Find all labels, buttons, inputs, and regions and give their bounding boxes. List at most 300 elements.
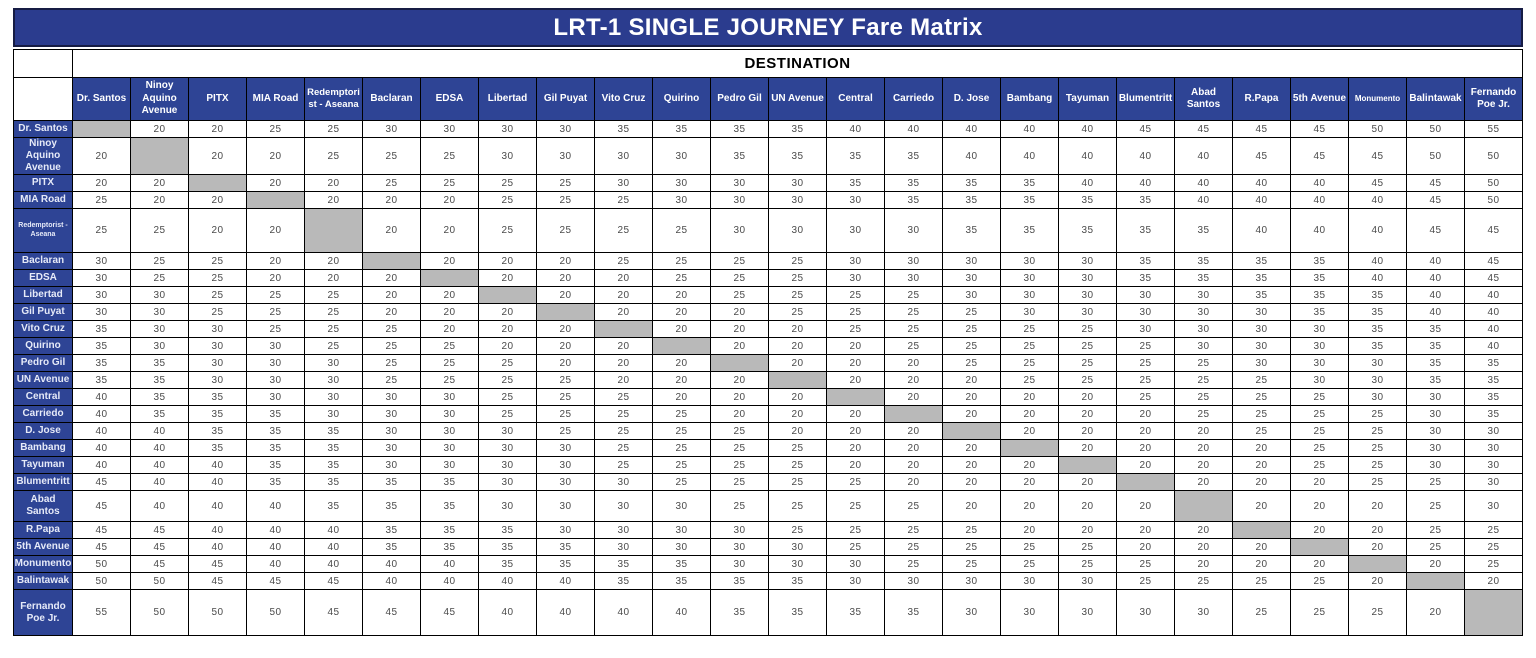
fare-cell: 30 xyxy=(1465,423,1523,440)
fare-cell: 25 xyxy=(131,209,189,253)
fare-cell: 25 xyxy=(363,338,421,355)
fare-cell: 20 xyxy=(189,121,247,138)
fare-cell: 30 xyxy=(421,457,479,474)
fare-cell: 20 xyxy=(1233,556,1291,573)
fare-cell: 20 xyxy=(1175,474,1233,491)
fare-cell: 35 xyxy=(305,440,363,457)
fare-row xyxy=(14,355,1523,372)
fare-cell: 20 xyxy=(1117,423,1175,440)
fare-cell: 20 xyxy=(305,253,363,270)
col-header: Central xyxy=(827,78,885,121)
fare-cell: 20 xyxy=(943,457,1001,474)
fare-cell: 30 xyxy=(769,175,827,192)
fare-cell: 20 xyxy=(885,457,943,474)
fare-cell: 30 xyxy=(1001,270,1059,287)
fare-cell: 30 xyxy=(305,372,363,389)
fare-row xyxy=(14,539,1523,556)
fare-cell: 20 xyxy=(1001,457,1059,474)
fare-cell: 20 xyxy=(421,304,479,321)
fare-cell: 40 xyxy=(189,539,247,556)
destination-row xyxy=(14,50,1523,78)
fare-cell: 45 xyxy=(1291,138,1349,175)
fare-cell: 40 xyxy=(1233,192,1291,209)
same-station-cell xyxy=(769,372,827,389)
fare-cell: 30 xyxy=(537,440,595,457)
row-header: Blumentritt xyxy=(14,474,73,491)
fare-cell: 30 xyxy=(73,253,131,270)
fare-cell: 35 xyxy=(73,338,131,355)
fare-cell: 40 xyxy=(1349,270,1407,287)
row-header: Vito Cruz xyxy=(14,321,73,338)
fare-cell: 30 xyxy=(1117,287,1175,304)
fare-cell: 25 xyxy=(1291,457,1349,474)
fare-cell: 45 xyxy=(1175,121,1233,138)
fare-cell: 35 xyxy=(73,372,131,389)
fare-cell: 20 xyxy=(1407,590,1465,636)
fare-cell: 35 xyxy=(1001,209,1059,253)
fare-cell: 20 xyxy=(1059,474,1117,491)
fare-cell: 20 xyxy=(595,270,653,287)
fare-cell: 30 xyxy=(769,209,827,253)
fare-cell: 20 xyxy=(827,457,885,474)
fare-cell: 35 xyxy=(1291,287,1349,304)
fare-cell: 30 xyxy=(421,121,479,138)
fare-cell: 30 xyxy=(247,338,305,355)
fare-cell: 30 xyxy=(827,270,885,287)
fare-cell: 20 xyxy=(421,321,479,338)
fare-cell: 35 xyxy=(1407,372,1465,389)
fare-cell: 30 xyxy=(363,389,421,406)
fare-cell: 20 xyxy=(1059,440,1117,457)
fare-cell: 30 xyxy=(1059,304,1117,321)
fare-row xyxy=(14,440,1523,457)
fare-cell: 30 xyxy=(73,304,131,321)
fare-cell: 25 xyxy=(1059,338,1117,355)
fare-cell: 25 xyxy=(363,175,421,192)
fare-cell: 20 xyxy=(769,389,827,406)
fare-cell: 25 xyxy=(363,372,421,389)
fare-cell: 25 xyxy=(305,138,363,175)
fare-cell: 20 xyxy=(769,338,827,355)
fare-cell: 30 xyxy=(885,270,943,287)
fare-cell: 20 xyxy=(1175,556,1233,573)
same-station-cell xyxy=(1291,539,1349,556)
fare-cell: 35 xyxy=(885,192,943,209)
fare-cell: 20 xyxy=(711,321,769,338)
fare-cell: 35 xyxy=(827,175,885,192)
fare-cell: 35 xyxy=(479,539,537,556)
fare-cell: 25 xyxy=(1349,590,1407,636)
fare-cell: 35 xyxy=(305,423,363,440)
fare-cell: 45 xyxy=(1407,192,1465,209)
fare-row xyxy=(14,287,1523,304)
fare-cell: 25 xyxy=(537,389,595,406)
fare-cell: 30 xyxy=(595,474,653,491)
fare-row xyxy=(14,321,1523,338)
fare-row xyxy=(14,491,1523,522)
fare-cell: 45 xyxy=(73,539,131,556)
fare-cell: 20 xyxy=(711,338,769,355)
fare-matrix-page xyxy=(13,8,1523,636)
fare-cell: 20 xyxy=(827,406,885,423)
fare-cell: 40 xyxy=(1465,287,1523,304)
fare-cell: 25 xyxy=(595,192,653,209)
fare-cell: 55 xyxy=(73,590,131,636)
fare-cell: 30 xyxy=(1059,573,1117,590)
row-header: PITX xyxy=(14,175,73,192)
row-header: Gil Puyat xyxy=(14,304,73,321)
fare-cell: 20 xyxy=(305,270,363,287)
fare-cell: 25 xyxy=(537,209,595,253)
fare-cell: 30 xyxy=(1117,590,1175,636)
fare-cell: 30 xyxy=(1407,457,1465,474)
fare-cell: 40 xyxy=(885,121,943,138)
fare-cell: 40 xyxy=(1407,287,1465,304)
fare-cell: 25 xyxy=(1175,372,1233,389)
fare-cell: 25 xyxy=(1349,457,1407,474)
fare-cell: 30 xyxy=(885,253,943,270)
fare-cell: 35 xyxy=(247,423,305,440)
fare-cell: 30 xyxy=(1349,389,1407,406)
fare-cell: 20 xyxy=(131,121,189,138)
fare-cell: 25 xyxy=(479,355,537,372)
same-station-cell xyxy=(1233,522,1291,539)
fare-cell: 35 xyxy=(1465,406,1523,423)
fare-cell: 35 xyxy=(537,556,595,573)
fare-cell: 30 xyxy=(885,573,943,590)
fare-cell: 25 xyxy=(653,474,711,491)
fare-cell: 35 xyxy=(73,321,131,338)
fare-cell: 50 xyxy=(73,556,131,573)
fare-cell: 25 xyxy=(1175,573,1233,590)
same-station-cell xyxy=(131,138,189,175)
fare-cell: 20 xyxy=(1117,522,1175,539)
fare-cell: 20 xyxy=(1291,491,1349,522)
fare-cell: 30 xyxy=(73,287,131,304)
fare-cell: 35 xyxy=(885,175,943,192)
fare-cell: 25 xyxy=(769,522,827,539)
fare-cell: 35 xyxy=(189,440,247,457)
fare-cell: 40 xyxy=(1117,175,1175,192)
fare-cell: 20 xyxy=(595,338,653,355)
fare-cell: 30 xyxy=(1059,270,1117,287)
fare-cell: 20 xyxy=(363,304,421,321)
fare-cell: 30 xyxy=(73,270,131,287)
col-header: Gil Puyat xyxy=(537,78,595,121)
fare-cell: 35 xyxy=(131,372,189,389)
row-header: Tayuman xyxy=(14,457,73,474)
fare-cell: 25 xyxy=(943,355,1001,372)
fare-cell: 20 xyxy=(1291,474,1349,491)
row-header: Carriedo xyxy=(14,406,73,423)
fare-cell: 25 xyxy=(943,522,1001,539)
fare-cell: 30 xyxy=(537,138,595,175)
fare-cell: 20 xyxy=(1349,491,1407,522)
fare-cell: 25 xyxy=(479,209,537,253)
fare-cell: 40 xyxy=(1291,175,1349,192)
fare-cell: 20 xyxy=(421,192,479,209)
col-header: 5th Avenue xyxy=(1291,78,1349,121)
fare-cell: 35 xyxy=(1175,253,1233,270)
fare-cell: 25 xyxy=(73,209,131,253)
fare-cell: 20 xyxy=(653,287,711,304)
fare-cell: 25 xyxy=(1233,423,1291,440)
fare-cell: 25 xyxy=(189,270,247,287)
fare-cell: 30 xyxy=(595,522,653,539)
fare-cell: 20 xyxy=(1233,474,1291,491)
destination-header: DESTINATION xyxy=(73,50,1523,78)
fare-cell: 20 xyxy=(1059,406,1117,423)
fare-cell: 20 xyxy=(1001,406,1059,423)
fare-cell: 35 xyxy=(943,175,1001,192)
fare-cell: 40 xyxy=(1001,121,1059,138)
same-station-cell xyxy=(537,304,595,321)
fare-cell: 50 xyxy=(247,590,305,636)
fare-cell: 45 xyxy=(421,590,479,636)
fare-cell: 35 xyxy=(1233,287,1291,304)
fare-cell: 30 xyxy=(1175,304,1233,321)
fare-cell: 25 xyxy=(827,522,885,539)
fare-cell: 40 xyxy=(247,556,305,573)
fare-cell: 40 xyxy=(189,457,247,474)
fare-cell: 25 xyxy=(421,355,479,372)
fare-cell: 25 xyxy=(769,287,827,304)
fare-cell: 40 xyxy=(827,121,885,138)
fare-cell: 35 xyxy=(73,355,131,372)
fare-cell: 25 xyxy=(943,321,1001,338)
row-header: Balintawak xyxy=(14,573,73,590)
fare-cell: 35 xyxy=(885,138,943,175)
fare-cell: 25 xyxy=(305,121,363,138)
col-header: MIA Road xyxy=(247,78,305,121)
fare-cell: 30 xyxy=(769,556,827,573)
fare-cell: 30 xyxy=(363,406,421,423)
fare-cell: 30 xyxy=(363,457,421,474)
fare-cell: 40 xyxy=(537,573,595,590)
fare-cell: 20 xyxy=(421,209,479,253)
fare-cell: 35 xyxy=(1175,209,1233,253)
fare-cell: 25 xyxy=(479,192,537,209)
fare-cell: 45 xyxy=(1407,209,1465,253)
col-header: Fernando Poe Jr. xyxy=(1465,78,1523,121)
fare-cell: 25 xyxy=(1407,539,1465,556)
row-header: UN Avenue xyxy=(14,372,73,389)
fare-cell: 20 xyxy=(1291,556,1349,573)
same-station-cell xyxy=(479,287,537,304)
fare-cell: 40 xyxy=(1291,192,1349,209)
fare-cell: 25 xyxy=(653,406,711,423)
fare-cell: 35 xyxy=(943,209,1001,253)
fare-cell: 20 xyxy=(131,175,189,192)
fare-cell: 35 xyxy=(1465,389,1523,406)
fare-cell: 30 xyxy=(1465,440,1523,457)
fare-cell: 25 xyxy=(305,338,363,355)
fare-row xyxy=(14,522,1523,539)
fare-cell: 20 xyxy=(827,355,885,372)
fare-cell: 30 xyxy=(711,175,769,192)
fare-cell: 20 xyxy=(1233,491,1291,522)
row-header: Bambang xyxy=(14,440,73,457)
col-header: Libertad xyxy=(479,78,537,121)
fare-cell: 25 xyxy=(1349,440,1407,457)
fare-cell: 25 xyxy=(885,539,943,556)
fare-cell: 20 xyxy=(479,253,537,270)
fare-cell: 25 xyxy=(1233,573,1291,590)
fare-cell: 50 xyxy=(189,590,247,636)
corner-cell-bottom xyxy=(14,78,73,121)
fare-cell: 45 xyxy=(1291,121,1349,138)
fare-cell: 20 xyxy=(1001,423,1059,440)
fare-cell: 20 xyxy=(1175,440,1233,457)
title-bar xyxy=(13,8,1523,47)
fare-cell: 30 xyxy=(131,304,189,321)
fare-cell: 40 xyxy=(595,590,653,636)
fare-cell: 45 xyxy=(1465,253,1523,270)
fare-cell: 35 xyxy=(769,121,827,138)
fare-cell: 35 xyxy=(479,556,537,573)
same-station-cell xyxy=(1059,457,1117,474)
fare-cell: 20 xyxy=(1001,522,1059,539)
fare-cell: 25 xyxy=(1465,556,1523,573)
fare-cell: 40 xyxy=(73,423,131,440)
fare-cell: 25 xyxy=(1001,556,1059,573)
fare-cell: 20 xyxy=(1117,457,1175,474)
fare-cell: 20 xyxy=(537,338,595,355)
row-header: Dr. Santos xyxy=(14,121,73,138)
fare-cell: 20 xyxy=(537,270,595,287)
fare-cell: 25 xyxy=(711,287,769,304)
fare-cell: 20 xyxy=(1001,389,1059,406)
fare-cell: 20 xyxy=(189,209,247,253)
fare-cell: 45 xyxy=(1233,121,1291,138)
fare-cell: 25 xyxy=(943,304,1001,321)
fare-cell: 30 xyxy=(1407,440,1465,457)
page-title: LRT-1 SINGLE JOURNEY Fare Matrix xyxy=(553,13,983,41)
fare-cell: 40 xyxy=(189,474,247,491)
fare-cell: 30 xyxy=(1291,321,1349,338)
fare-matrix-body xyxy=(14,121,1523,636)
fare-cell: 20 xyxy=(885,389,943,406)
fare-cell: 20 xyxy=(189,138,247,175)
fare-cell: 35 xyxy=(131,355,189,372)
fare-cell: 35 xyxy=(711,121,769,138)
fare-cell: 35 xyxy=(1001,192,1059,209)
fare-cell: 40 xyxy=(653,590,711,636)
fare-cell: 20 xyxy=(1465,573,1523,590)
fare-cell: 30 xyxy=(1291,372,1349,389)
fare-cell: 35 xyxy=(131,389,189,406)
fare-cell: 45 xyxy=(131,522,189,539)
fare-row xyxy=(14,556,1523,573)
fare-cell: 20 xyxy=(653,321,711,338)
fare-cell: 25 xyxy=(247,287,305,304)
fare-cell: 20 xyxy=(595,355,653,372)
fare-cell: 20 xyxy=(943,474,1001,491)
fare-cell: 20 xyxy=(247,175,305,192)
corner-cell-top xyxy=(14,50,73,78)
fare-cell: 30 xyxy=(1175,590,1233,636)
fare-cell: 35 xyxy=(1407,321,1465,338)
fare-cell: 20 xyxy=(653,355,711,372)
fare-cell: 45 xyxy=(73,522,131,539)
fare-cell: 20 xyxy=(247,253,305,270)
fare-cell: 25 xyxy=(189,287,247,304)
fare-cell: 30 xyxy=(363,423,421,440)
fare-cell: 20 xyxy=(595,372,653,389)
fare-cell: 25 xyxy=(711,491,769,522)
col-header: Monumento xyxy=(1349,78,1407,121)
fare-cell: 20 xyxy=(1233,440,1291,457)
fare-cell: 35 xyxy=(1117,270,1175,287)
fare-cell: 20 xyxy=(537,287,595,304)
fare-cell: 20 xyxy=(537,253,595,270)
fare-cell: 45 xyxy=(1349,138,1407,175)
fare-cell: 35 xyxy=(421,474,479,491)
fare-row xyxy=(14,209,1523,253)
fare-cell: 30 xyxy=(479,138,537,175)
fare-cell: 20 xyxy=(711,389,769,406)
fare-cell: 35 xyxy=(1465,355,1523,372)
fare-cell: 40 xyxy=(1175,192,1233,209)
fare-cell: 30 xyxy=(943,573,1001,590)
fare-cell: 35 xyxy=(1233,253,1291,270)
fare-cell: 35 xyxy=(1349,338,1407,355)
fare-cell: 20 xyxy=(305,175,363,192)
fare-cell: 40 xyxy=(1465,304,1523,321)
fare-cell: 30 xyxy=(537,522,595,539)
fare-cell: 50 xyxy=(1465,175,1523,192)
fare-cell: 20 xyxy=(943,406,1001,423)
fare-cell: 20 xyxy=(943,372,1001,389)
fare-cell: 30 xyxy=(943,270,1001,287)
col-header: Redemptorist - Aseana xyxy=(305,78,363,121)
fare-cell: 35 xyxy=(421,522,479,539)
fare-cell: 25 xyxy=(711,440,769,457)
fare-cell: 20 xyxy=(827,372,885,389)
fare-cell: 30 xyxy=(363,121,421,138)
fare-cell: 25 xyxy=(1465,539,1523,556)
fare-cell: 25 xyxy=(1233,372,1291,389)
fare-cell: 35 xyxy=(711,573,769,590)
fare-cell: 40 xyxy=(1407,253,1465,270)
fare-cell: 25 xyxy=(247,304,305,321)
fare-cell: 30 xyxy=(479,491,537,522)
fare-cell: 25 xyxy=(595,253,653,270)
row-header: Pedro Gil xyxy=(14,355,73,372)
fare-cell: 30 xyxy=(827,573,885,590)
fare-cell: 40 xyxy=(421,573,479,590)
fare-row xyxy=(14,192,1523,209)
fare-cell: 25 xyxy=(1117,573,1175,590)
fare-cell: 20 xyxy=(885,440,943,457)
fare-cell: 25 xyxy=(943,539,1001,556)
fare-cell: 30 xyxy=(189,321,247,338)
fare-cell: 40 xyxy=(305,556,363,573)
same-station-cell xyxy=(1465,590,1523,636)
same-station-cell xyxy=(1407,573,1465,590)
fare-cell: 25 xyxy=(943,338,1001,355)
same-station-cell xyxy=(363,253,421,270)
fare-cell: 35 xyxy=(479,522,537,539)
fare-cell: 35 xyxy=(421,539,479,556)
fare-cell: 30 xyxy=(1117,304,1175,321)
fare-cell: 30 xyxy=(421,389,479,406)
fare-row xyxy=(14,175,1523,192)
fare-cell: 20 xyxy=(1001,474,1059,491)
fare-cell: 25 xyxy=(1117,372,1175,389)
fare-cell: 25 xyxy=(421,138,479,175)
fare-cell: 35 xyxy=(1233,270,1291,287)
